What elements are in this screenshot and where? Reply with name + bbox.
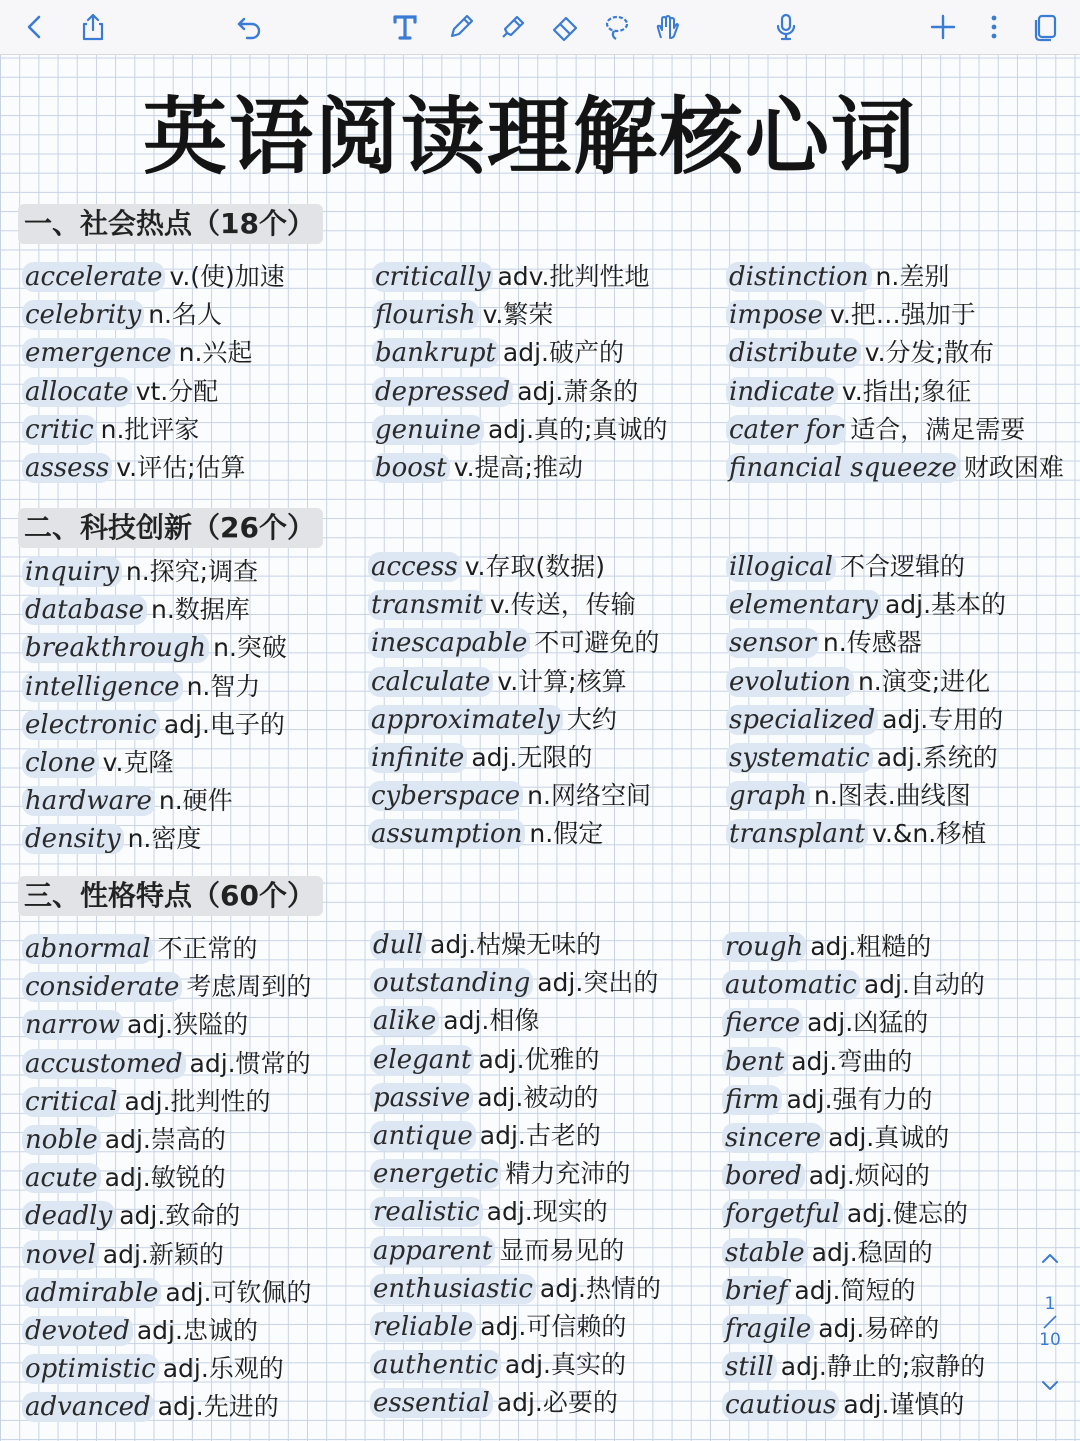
word-column bbox=[722, 928, 985, 1424]
vocab-entry bbox=[722, 1310, 985, 1348]
vocab-entry bbox=[372, 411, 667, 449]
toolbar bbox=[0, 0, 1080, 55]
vocab-entry bbox=[726, 373, 1064, 411]
vocab-entry bbox=[22, 373, 285, 411]
vocab-entry bbox=[372, 296, 667, 334]
vocab-entry bbox=[726, 258, 1064, 296]
vocab-definition: adj.破产的 bbox=[502, 338, 625, 368]
share-icon[interactable] bbox=[74, 8, 112, 46]
word-column bbox=[22, 258, 285, 487]
vocab-definition: adj.崇高的 bbox=[104, 1124, 226, 1154]
eraser-icon[interactable] bbox=[546, 8, 584, 46]
vocab-entry bbox=[722, 1119, 985, 1157]
vocab-word: realistic bbox=[370, 1197, 483, 1227]
vocab-word: cater for bbox=[726, 415, 846, 445]
add-icon[interactable] bbox=[924, 8, 962, 46]
vocab-word: deadly bbox=[22, 1201, 115, 1231]
vocab-word: considerate bbox=[22, 972, 182, 1002]
vocab-entry bbox=[722, 966, 985, 1004]
vocab-word: celebrity bbox=[22, 300, 144, 330]
vocab-entry bbox=[726, 586, 1006, 624]
vocab-entry bbox=[22, 1312, 311, 1350]
vocab-definition: adj.热情的 bbox=[539, 1273, 661, 1303]
vocab-entry bbox=[370, 1117, 661, 1155]
vocab-word: access bbox=[368, 552, 461, 582]
vocab-definition: adj.萧条的 bbox=[517, 376, 639, 406]
vocab-definition: adj.真诚的 bbox=[828, 1122, 950, 1152]
vocab-entry bbox=[726, 701, 1006, 739]
vocab-definition: adj.敏锐的 bbox=[104, 1163, 226, 1193]
vocab-definition: adj.优雅的 bbox=[478, 1044, 600, 1074]
vocab-word: systematic bbox=[726, 743, 873, 773]
vocab-definition: adj.现实的 bbox=[486, 1197, 608, 1227]
vocab-word: depressed bbox=[372, 377, 513, 407]
vocab-entry bbox=[22, 449, 285, 487]
vocab-definition: v.存取(数据) bbox=[464, 552, 606, 581]
vocab-word: hardware bbox=[22, 786, 155, 816]
vocab-definition: 考虑周到的 bbox=[186, 972, 312, 1002]
vocab-word: elegant bbox=[370, 1045, 474, 1075]
vocab-definition: vt.分配 bbox=[135, 376, 219, 406]
vocab-entry bbox=[722, 1348, 985, 1386]
vocab-definition: adj.电子的 bbox=[163, 709, 285, 739]
vocab-word: assess bbox=[22, 453, 112, 483]
vocab-definition: n.数据库 bbox=[150, 595, 250, 625]
vocab-entry bbox=[726, 777, 1006, 815]
vocab-definition: adv.批判性地 bbox=[497, 262, 650, 291]
vocab-entry bbox=[22, 1236, 311, 1274]
vocab-definition: adj.先进的 bbox=[157, 1392, 279, 1422]
vocab-word: fierce bbox=[722, 1008, 803, 1038]
vocab-word: firm bbox=[722, 1085, 782, 1115]
vocab-word: stable bbox=[722, 1238, 808, 1268]
vocab-definition: adj.易碎的 bbox=[818, 1313, 940, 1343]
vocab-word: specialized bbox=[726, 705, 878, 735]
vocab-entry bbox=[22, 1350, 311, 1388]
vocab-entry bbox=[726, 334, 1064, 372]
vocab-word: clone bbox=[22, 748, 99, 778]
vocab-word: infinite bbox=[368, 743, 467, 773]
vocab-word: novel bbox=[22, 1240, 99, 1270]
vocab-definition: adj.专用的 bbox=[882, 704, 1004, 734]
vocab-entry bbox=[368, 663, 659, 701]
vocab-definition: adj.古老的 bbox=[479, 1120, 601, 1150]
vocab-word: cyberspace bbox=[368, 781, 523, 811]
vocab-word: inescapable bbox=[368, 628, 530, 658]
vocab-definition: n.智力 bbox=[186, 671, 261, 701]
vocab-definition: adj.可钦佩的 bbox=[165, 1277, 312, 1307]
vocab-word: critically bbox=[372, 262, 493, 292]
vocab-word: graph bbox=[726, 781, 810, 811]
vocab-word: brief bbox=[722, 1276, 790, 1306]
vocab-entry bbox=[370, 1308, 661, 1346]
vocab-entry bbox=[22, 1274, 311, 1312]
vocab-word: critic bbox=[22, 415, 97, 445]
vocab-entry bbox=[22, 296, 285, 334]
vocab-word: genuine bbox=[372, 415, 484, 445]
word-column bbox=[726, 258, 1064, 487]
vocab-entry bbox=[22, 744, 287, 782]
current-page: 1 bbox=[1044, 1294, 1056, 1314]
vocab-entry bbox=[22, 930, 311, 968]
vocab-word: transmit bbox=[368, 590, 486, 620]
vocab-entry bbox=[726, 548, 1006, 586]
vocab-definition: v.&n.移植 bbox=[872, 819, 987, 849]
vocab-definition: n.假定 bbox=[529, 819, 604, 849]
vocab-word: accustomed bbox=[22, 1049, 186, 1079]
section-heading: 一、社会热点（18个） bbox=[18, 204, 323, 244]
vocab-entry bbox=[722, 1157, 985, 1195]
vocab-definition: adj.静止的;寂静的 bbox=[780, 1352, 986, 1382]
vocab-definition: n.密度 bbox=[127, 824, 202, 854]
vocab-word: sensor bbox=[726, 628, 819, 658]
vocab-word: automatic bbox=[722, 970, 860, 1000]
vocab-definition: n.批评家 bbox=[100, 414, 200, 444]
vocab-entry bbox=[22, 553, 287, 591]
vocab-word: abnormal bbox=[22, 934, 153, 964]
vocab-entry bbox=[368, 815, 659, 853]
vocab-definition: 显而易见的 bbox=[499, 1235, 625, 1265]
vocab-word: rough bbox=[722, 932, 806, 962]
word-column bbox=[370, 926, 661, 1422]
vocab-definition: n.网络空间 bbox=[527, 781, 651, 811]
vocab-entry bbox=[22, 1197, 311, 1235]
vocab-entry bbox=[22, 1006, 311, 1044]
vocab-entry bbox=[22, 629, 287, 667]
vocab-definition: adj.突出的 bbox=[537, 968, 659, 998]
vocab-word: calculate bbox=[368, 667, 493, 697]
vocab-entry bbox=[370, 1002, 661, 1040]
vocab-entry bbox=[726, 449, 1064, 487]
vocab-entry bbox=[22, 1121, 311, 1159]
vocab-definition: adj.粗糙的 bbox=[810, 932, 932, 961]
vocab-entry bbox=[372, 449, 667, 487]
vocab-entry bbox=[370, 1079, 661, 1117]
vocab-entry bbox=[722, 1195, 985, 1233]
vocab-entry bbox=[726, 624, 1006, 662]
word-column bbox=[22, 930, 311, 1426]
vocab-entry bbox=[370, 1270, 661, 1308]
vocab-entry bbox=[368, 624, 659, 662]
vocab-word: electronic bbox=[22, 710, 160, 740]
vocab-word: inquiry bbox=[22, 557, 122, 587]
vocab-entry bbox=[722, 1004, 985, 1042]
section-heading: 三、性格特点（60个） bbox=[18, 876, 323, 916]
vocab-word: allocate bbox=[22, 377, 132, 407]
vocab-entry bbox=[372, 334, 667, 372]
page-down-icon[interactable] bbox=[1032, 1374, 1068, 1400]
lasso-icon[interactable] bbox=[598, 8, 636, 46]
vocab-word: accelerate bbox=[22, 262, 165, 292]
vocab-word: still bbox=[722, 1352, 777, 1382]
vocab-entry bbox=[368, 739, 659, 777]
vocab-word: density bbox=[22, 824, 124, 854]
vocab-definition: n.突破 bbox=[213, 633, 287, 663]
hand-icon[interactable] bbox=[648, 8, 686, 46]
vocab-definition: adj.弯曲的 bbox=[791, 1046, 913, 1076]
vocab-word: advanced bbox=[22, 1392, 154, 1422]
vocab-definition: v.计算;核算 bbox=[497, 666, 627, 696]
vocab-entry bbox=[370, 1041, 661, 1079]
vocab-definition: 精力充沛的 bbox=[505, 1159, 631, 1189]
vocab-definition: adj.必要的 bbox=[496, 1388, 618, 1418]
vocab-definition: n.传感器 bbox=[822, 628, 922, 658]
vocab-definition: v.分发;散布 bbox=[864, 338, 994, 368]
vocab-entry bbox=[22, 591, 287, 629]
vocab-entry bbox=[22, 1083, 311, 1121]
vocab-definition: adj.谨慎的 bbox=[843, 1390, 965, 1420]
pages-icon[interactable] bbox=[1026, 8, 1064, 46]
vocab-entry bbox=[726, 296, 1064, 334]
vocab-definition: adj.基本的 bbox=[884, 590, 1007, 620]
vocab-definition: n.兴起 bbox=[178, 338, 253, 368]
vocab-entry bbox=[722, 1081, 985, 1119]
word-column bbox=[368, 548, 659, 854]
page-up-icon[interactable] bbox=[1032, 1248, 1068, 1274]
word-column bbox=[726, 548, 1006, 854]
vocab-word: bored bbox=[722, 1161, 805, 1191]
vocab-entry bbox=[368, 586, 659, 624]
vocab-definition: adj.系统的 bbox=[876, 742, 998, 772]
vocab-word: optimistic bbox=[22, 1354, 159, 1384]
vocab-word: transplant bbox=[726, 819, 868, 849]
vocab-entry bbox=[722, 928, 985, 966]
vocab-definition: adj.强有力的 bbox=[786, 1084, 933, 1114]
vocab-word: database bbox=[22, 595, 147, 625]
vocab-entry bbox=[22, 1045, 311, 1083]
vocab-definition: adj.无限的 bbox=[471, 742, 593, 772]
vocab-word: sincere bbox=[722, 1123, 824, 1153]
vocab-entry bbox=[368, 701, 659, 739]
vocab-definition: v.繁荣 bbox=[482, 300, 554, 330]
vocab-entry bbox=[722, 1272, 985, 1310]
vocab-entry bbox=[726, 663, 1006, 701]
vocab-definition: 适合，满足需要 bbox=[850, 414, 1026, 444]
vocab-entry bbox=[722, 1234, 985, 1272]
vocab-word: cautious bbox=[722, 1390, 839, 1420]
vocab-entry bbox=[726, 815, 1006, 853]
word-column bbox=[22, 553, 287, 859]
vocab-definition: adj.惯常的 bbox=[189, 1048, 311, 1078]
vocab-word: fragile bbox=[722, 1314, 814, 1344]
vocab-word: forgetful bbox=[722, 1199, 843, 1229]
more-icon[interactable] bbox=[975, 8, 1013, 46]
vocab-word: acute bbox=[22, 1163, 101, 1193]
microphone-icon[interactable] bbox=[767, 8, 805, 46]
vocab-entry bbox=[22, 334, 285, 372]
vocab-definition: v.评估;估算 bbox=[116, 452, 246, 482]
vocab-definition: 不可避免的 bbox=[534, 628, 660, 658]
undo-icon[interactable] bbox=[230, 8, 268, 46]
highlighter-icon[interactable] bbox=[494, 8, 532, 46]
vocab-definition: 不合逻辑的 bbox=[839, 552, 965, 581]
vocab-word: reliable bbox=[370, 1312, 476, 1342]
vocab-definition: n.探究;调查 bbox=[125, 557, 259, 586]
page-navigator bbox=[1032, 1248, 1068, 1408]
vocab-word: bent bbox=[722, 1047, 787, 1077]
vocab-word: evolution bbox=[726, 667, 854, 697]
section-heading: 二、科技创新（26个） bbox=[18, 508, 323, 548]
vocab-definition: v.克隆 bbox=[102, 747, 174, 777]
vocab-definition: n.演变;进化 bbox=[857, 666, 991, 696]
vocab-word: apparent bbox=[370, 1236, 495, 1266]
vocab-entry bbox=[368, 777, 659, 815]
vocab-word: illogical bbox=[726, 552, 836, 582]
vocab-definition: adj.新颖的 bbox=[102, 1239, 224, 1269]
vocab-entry bbox=[370, 1346, 661, 1384]
vocab-definition: adj.可信赖的 bbox=[480, 1311, 627, 1341]
vocab-definition: v.(使)加速 bbox=[169, 262, 285, 291]
page-divider bbox=[1032, 1314, 1068, 1330]
vocab-entry bbox=[722, 1043, 985, 1081]
vocab-definition: n.硬件 bbox=[158, 786, 233, 816]
vocab-entry bbox=[370, 926, 661, 964]
vocab-word: approximately bbox=[368, 705, 563, 735]
vocab-word: authentic bbox=[370, 1350, 501, 1380]
vocab-definition: adj.凶猛的 bbox=[807, 1008, 929, 1038]
vocab-definition: adj.狭隘的 bbox=[127, 1010, 249, 1040]
vocab-definition: 不正常的 bbox=[157, 934, 258, 963]
vocab-entry bbox=[22, 258, 285, 296]
vocab-definition: 财政困难 bbox=[963, 452, 1064, 482]
vocab-entry bbox=[370, 964, 661, 1002]
vocab-entry bbox=[22, 968, 311, 1006]
vocab-definition: adj.致命的 bbox=[119, 1201, 241, 1231]
vocab-entry bbox=[22, 668, 287, 706]
vocab-entry bbox=[370, 1232, 661, 1270]
vocab-definition: n.差别 bbox=[875, 262, 950, 291]
vocab-entry bbox=[370, 1384, 661, 1422]
vocab-definition: adj.批判性的 bbox=[124, 1086, 271, 1116]
vocab-word: intelligence bbox=[22, 672, 183, 702]
vocab-definition: v.提高;推动 bbox=[453, 452, 583, 482]
vocab-definition: adj.真实的 bbox=[504, 1350, 626, 1380]
vocab-definition: adj.被动的 bbox=[477, 1082, 599, 1112]
vocab-word: enthusiastic bbox=[370, 1274, 536, 1304]
vocab-entry bbox=[372, 258, 667, 296]
vocab-word: financial squeeze bbox=[726, 453, 960, 483]
vocab-entry bbox=[372, 373, 667, 411]
vocab-word: dull bbox=[370, 930, 426, 960]
vocab-definition: n.图表.曲线图 bbox=[813, 781, 971, 811]
vocab-word: alike bbox=[370, 1006, 439, 1036]
vocab-definition: 大约 bbox=[566, 704, 617, 734]
vocab-word: emergence bbox=[22, 338, 175, 368]
vocab-word: passive bbox=[370, 1083, 473, 1113]
vocab-word: narrow bbox=[22, 1010, 123, 1040]
vocab-entry bbox=[22, 820, 287, 858]
pencil-icon[interactable] bbox=[442, 8, 480, 46]
vocab-word: distribute bbox=[726, 338, 861, 368]
vocab-word: outstanding bbox=[370, 968, 533, 998]
vocab-entry bbox=[22, 782, 287, 820]
vocab-word: elementary bbox=[726, 590, 881, 620]
vocab-word: breakthrough bbox=[22, 633, 209, 663]
vocab-definition: v.传送，传输 bbox=[489, 590, 636, 620]
vocab-definition: adj.稳固的 bbox=[811, 1237, 933, 1267]
vocab-entry bbox=[22, 706, 287, 744]
vocab-word: indicate bbox=[726, 377, 838, 407]
vocab-word: boost bbox=[372, 453, 450, 483]
vocab-entry bbox=[722, 1386, 985, 1424]
vocab-entry bbox=[22, 411, 285, 449]
vocab-word: antique bbox=[370, 1121, 476, 1151]
back-icon[interactable] bbox=[16, 8, 54, 46]
vocab-word: energetic bbox=[370, 1159, 501, 1189]
vocab-word: distinction bbox=[726, 262, 872, 292]
vocab-definition: adj.健忘的 bbox=[846, 1199, 968, 1229]
vocab-definition: adj.乐观的 bbox=[162, 1354, 284, 1384]
text-tool-icon[interactable] bbox=[386, 8, 424, 46]
word-column bbox=[372, 258, 667, 487]
vocab-entry bbox=[726, 739, 1006, 777]
vocab-definition: adj.烦闷的 bbox=[808, 1161, 930, 1191]
vocab-entry bbox=[22, 1159, 311, 1197]
vocab-definition: adj.枯燥无味的 bbox=[430, 930, 602, 959]
vocab-definition: adj.自动的 bbox=[863, 970, 985, 1000]
vocab-word: assumption bbox=[368, 819, 525, 849]
vocab-definition: adj.简短的 bbox=[794, 1275, 916, 1305]
vocab-definition: adj.相像 bbox=[443, 1006, 540, 1036]
vocab-entry bbox=[370, 1155, 661, 1193]
vocab-word: bankrupt bbox=[372, 338, 499, 368]
page-title: 英语阅读理解核心词 bbox=[142, 88, 917, 186]
vocab-word: essential bbox=[370, 1388, 493, 1418]
vocab-word: impose bbox=[726, 300, 826, 330]
vocab-word: noble bbox=[22, 1125, 101, 1155]
vocab-word: devoted bbox=[22, 1316, 133, 1346]
vocab-entry bbox=[368, 548, 659, 586]
vocab-word: flourish bbox=[372, 300, 479, 330]
vocab-definition: adj.忠诚的 bbox=[136, 1315, 258, 1345]
vocab-entry bbox=[370, 1193, 661, 1231]
vocab-entry bbox=[22, 1388, 311, 1426]
total-pages: 10 bbox=[1039, 1330, 1061, 1350]
vocab-entry bbox=[726, 411, 1064, 449]
vocab-definition: n.名人 bbox=[148, 300, 222, 330]
vocab-definition: v.指出;象征 bbox=[841, 376, 972, 406]
vocab-word: admirable bbox=[22, 1278, 161, 1308]
vocab-definition: adj.真的;真诚的 bbox=[487, 414, 668, 444]
vocab-definition: v.把…强加于 bbox=[830, 300, 976, 330]
vocab-word: critical bbox=[22, 1087, 120, 1117]
